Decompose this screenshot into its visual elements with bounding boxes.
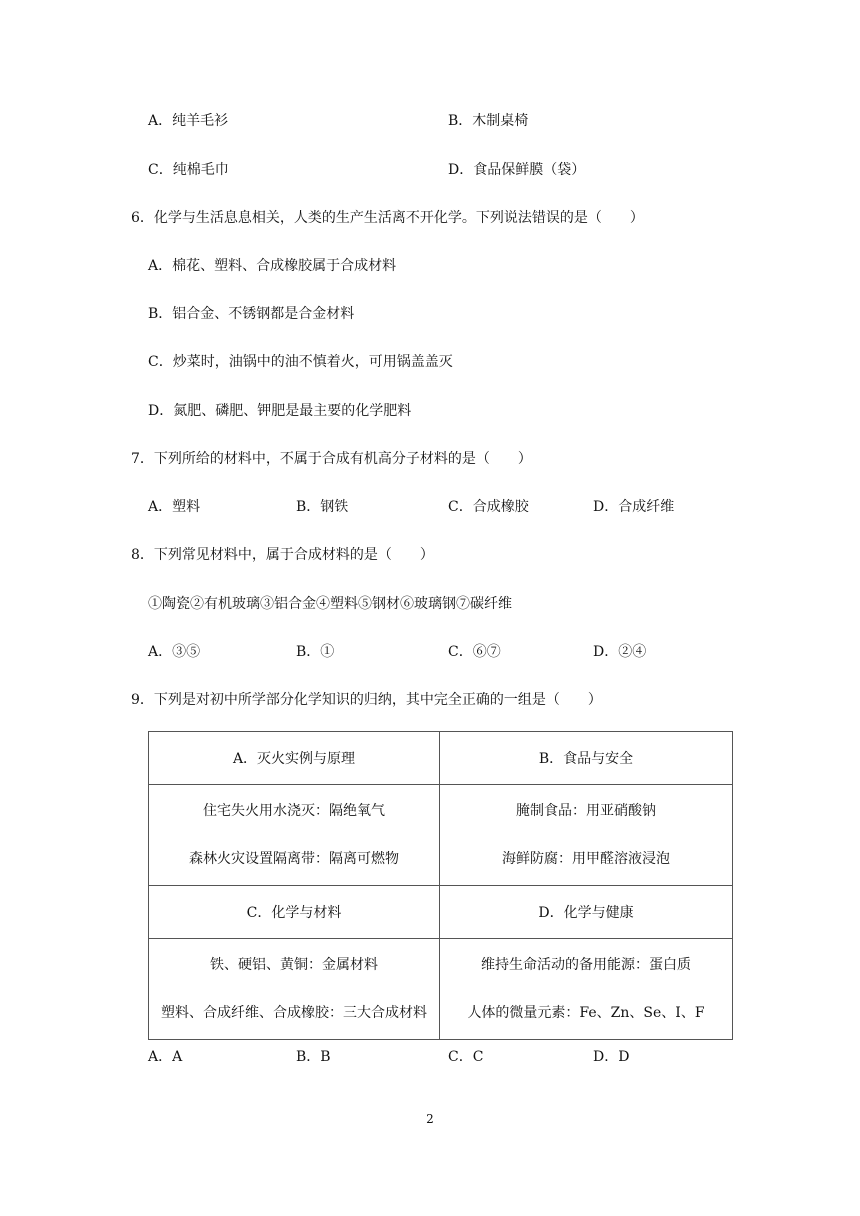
q9-cell-c-content <box>149 939 440 1040</box>
q8-option-d: D．②④ <box>593 644 647 660</box>
q5-option-b: B．木制桌椅 <box>448 113 529 129</box>
q7-option-c: C．合成橡胶 <box>448 499 529 515</box>
q9-cell-b-line-2: 海鲜防腐：用甲醛溶液浸泡 <box>502 851 670 867</box>
q6-option-b: B．铝合金、不锈钢都是合金材料 <box>148 306 355 322</box>
q7-option-d: D．合成纤维 <box>593 499 675 515</box>
q9-cell-d-title: D．化学与健康 <box>440 886 733 939</box>
q9-cell-a-content <box>149 785 440 886</box>
q9-cell-d-line-1: 维持生命活动的备用能源：蛋白质 <box>481 957 691 973</box>
q9-cell-b-title: B．食品与安全 <box>440 732 733 785</box>
q9-option-d: D．D <box>593 1049 630 1065</box>
q9-cell-d-line-2: 人体的微量元素：Fe、Zn、Se、I、F <box>467 1005 705 1021</box>
q9-option-a: A．A <box>148 1049 183 1065</box>
q7-option-a: A．塑料 <box>148 499 201 515</box>
q9-cell-d-content <box>440 939 733 1040</box>
q9-cell-c-line-2: 塑料、合成纤维、合成橡胶：三大合成材料 <box>161 1005 427 1021</box>
q9-stem: 9．下列是对初中所学部分化学知识的归纳，其中完全正确的一组是（ ） <box>131 692 602 708</box>
q8-stem: 8．下列常见材料中，属于合成材料的是（ ） <box>131 547 434 563</box>
q8-option-b: B．① <box>296 644 335 660</box>
q9-table <box>148 731 733 1040</box>
q9-cell-b-content <box>440 785 733 886</box>
q8-option-a: A．③⑤ <box>148 644 201 660</box>
q6-option-c: C．炒菜时，油锅中的油不慎着火，可用锅盖盖灭 <box>148 354 453 370</box>
page-number: 2 <box>426 1112 434 1126</box>
q9-cell-a-title: A．灭火实例与原理 <box>149 732 440 785</box>
q9-cell-b-line-1: 腌制食品：用亚硝酸钠 <box>516 803 656 819</box>
q5-option-a: A．纯羊毛衫 <box>148 113 229 129</box>
q7-stem: 7．下列所给的材料中，不属于合成有机高分子材料的是（ ） <box>131 451 532 467</box>
q9-cell-a-line-1: 住宅失火用水浇灭：隔绝氧气 <box>203 803 385 819</box>
q7-option-b: B．钢铁 <box>296 499 349 515</box>
q8-material-list: ①陶瓷②有机玻璃③铝合金④塑料⑤钢材⑥玻璃钢⑦碳纤维 <box>148 596 512 612</box>
q9-cell-c-title: C．化学与材料 <box>149 886 440 939</box>
q6-option-a: A．棉花、塑料、合成橡胶属于合成材料 <box>148 258 397 274</box>
q5-option-c: C．纯棉毛巾 <box>148 162 229 178</box>
q9-cell-a-line-2: 森林火灾设置隔离带：隔离可燃物 <box>189 851 399 867</box>
q8-option-c: C．⑥⑦ <box>448 644 501 660</box>
q5-option-d: D．食品保鲜膜（袋） <box>448 162 586 178</box>
q9-cell-c-line-1: 铁、硬铝、黄铜：金属材料 <box>210 957 378 973</box>
q6-option-d: D．氮肥、磷肥、钾肥是最主要的化学肥料 <box>148 403 412 419</box>
q9-option-b: B．B <box>296 1049 331 1065</box>
q9-option-c: C．C <box>448 1049 484 1065</box>
q6-stem: 6．化学与生活息息相关，人类的生产生活离不开化学。下列说法错误的是（ ） <box>131 210 644 226</box>
